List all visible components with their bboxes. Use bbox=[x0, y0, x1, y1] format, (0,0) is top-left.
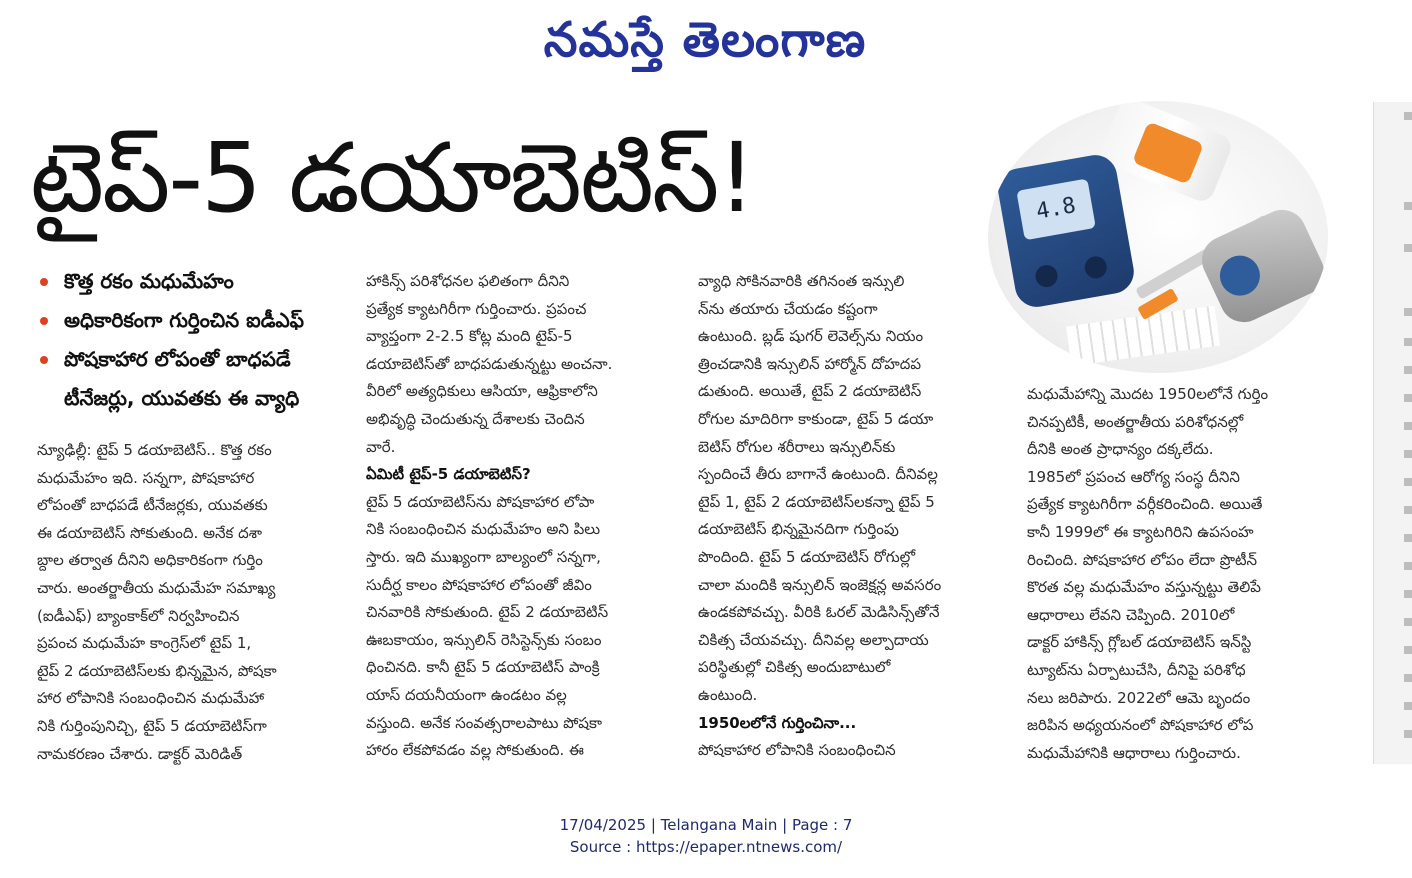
text-line: చికిత్స చేయవచ్చు. దీనివల్ల అల్పాదాయ bbox=[698, 630, 929, 649]
text-line: హార లోపానికి సంబంధించిన మధుమేహా bbox=[37, 689, 265, 708]
text-line: నలు జరిపారు. 2022లో ఆమె బృందం bbox=[1027, 688, 1251, 707]
article-headline: టైప్-5 డయాబెటిస్! bbox=[30, 122, 754, 234]
article-column-3 bbox=[698, 268, 998, 778]
text-line: కొరత వల్ల మధుమేహం వస్తున్నట్టు తెలిపే bbox=[1027, 578, 1261, 597]
text-line: డయాబెటిస్ భిన్నమైనదిగా గుర్తింపు bbox=[698, 520, 899, 539]
text-line: స్పందించే తీరు బాగానే ఉంటుంది. దీనివల్ల bbox=[698, 465, 938, 484]
highlight-item: టీనేజర్లు, యువతకు ఈ వ్యాధి bbox=[64, 386, 300, 410]
text-line: రోగుల మాదిరిగా కాకుండా, టైప్ 5 డయా bbox=[698, 409, 934, 428]
meter-screen: 4.8 bbox=[1016, 179, 1096, 241]
text-line: టైప్ 1, టైప్ 2 డయాబెటిస్‌లకన్నా టైప్ 5 bbox=[698, 492, 935, 511]
text-line: (ఐడీఎఫ్) బ్యాంకాక్‌లో నిర్వహించిన bbox=[37, 606, 240, 625]
text-line: ఉంటుంది. బ్లడ్ షుగర్ లెవెల్స్‌ను నియం bbox=[698, 327, 924, 346]
text-line: ప్రపంచ మధుమేహ కాంగ్రెస్‌లో టైప్ 1, bbox=[37, 634, 252, 653]
text-line: ఊబకాయం, ఇన్సులిన్ రెసిస్టెన్స్‌కు సంబం bbox=[366, 630, 602, 649]
text-line: ట్యూట్‌ను ఏర్పాటుచేసి, దీనిపై పరిశోధ bbox=[1027, 660, 1246, 679]
text-line: అభివృద్ధి చెందుతున్న దేశాలకు చెందిన bbox=[366, 409, 585, 428]
text-line: త్రించడానికి ఇన్సులిన్ హార్మోన్ దోహదప bbox=[698, 354, 922, 373]
text-line: డుతుంది. అయితే, టైప్ 2 డయాబెటిస్ bbox=[698, 382, 922, 401]
text-line: యాస్ దయనీయంగా ఉండటం వల్ల bbox=[366, 685, 567, 704]
text-line: మధుమేహాన్ని మొదట 1950లలోనే గుర్తిం bbox=[1027, 385, 1269, 403]
text-line: జరిపిన అధ్యయనంలో పోషకాహార లోప bbox=[1027, 716, 1254, 735]
text-line: ఉంటుంది. bbox=[698, 685, 758, 704]
text-line: టైప్ 2 డయాబెటిస్‌లకు భిన్నమైన, పోషకా bbox=[37, 661, 277, 680]
text-line: చాలా మందికి ఇన్సులిన్ ఇంజెక్షన్ల అవసరం bbox=[698, 575, 942, 594]
text-line: నికి గుర్తింపునిచ్చి, టైప్ 5 డయాబెటిస్‌గా bbox=[37, 716, 267, 735]
glucose-meter bbox=[995, 152, 1137, 311]
text-line: వస్తుంది. అనేక సంవత్సరాలపాటు పోషకా bbox=[366, 713, 603, 732]
text-line: ఉండకపోవచ్చు. వీరికి ఓరల్ మెడిసిన్స్‌తోనే bbox=[698, 603, 940, 622]
lancer-dial bbox=[1213, 249, 1266, 302]
text-line: పోషకాహార లోపానికి సంబంధించిన bbox=[698, 741, 896, 760]
text-line: 1985లో ప్రపంచ ఆరోగ్య సంస్థ దీనిని bbox=[1027, 467, 1240, 486]
adjacent-article-strip bbox=[1373, 102, 1412, 764]
text-line: ధించినది. కానీ టైప్ 5 డయాబెటిస్ పాంక్రి bbox=[366, 658, 600, 677]
text-line: పరిస్థితుల్లో చికిత్స అందుబాటులో bbox=[698, 658, 891, 677]
highlights-list bbox=[36, 262, 356, 418]
text-line: వీరిలో అత్యధికులు ఆసియా, ఆఫ్రికాలోని bbox=[366, 382, 598, 401]
text-line: టైప్ 5 డయాబెటిస్‌ను పోషకాహార లోపా bbox=[366, 492, 595, 511]
highlight-item: అధికారికంగా గుర్తించిన ఐడీఎఫ్ bbox=[36, 301, 356, 340]
text-line: వ్యాధి సోకినవారికి తగినంత ఇన్సులి bbox=[698, 272, 905, 290]
text-line: హారం లేకపోవడం వల్ల సోకుతుంది. ఈ bbox=[366, 741, 584, 760]
text-line: నికి సంబంధించిన మధుమేహం అని పిలు bbox=[366, 520, 601, 539]
bullet-icon bbox=[40, 356, 48, 364]
text-line: మధుమేహం ఇది. సన్నగా, పోషకాహార bbox=[37, 468, 255, 487]
page-footer bbox=[0, 814, 1412, 858]
source-link[interactable]: Source : https://epaper.ntnews.com/ bbox=[569, 838, 843, 856]
text-line: పొందింది. టైప్ 5 డయాబెటిస్ రోగుల్లో bbox=[698, 547, 916, 566]
text-line: రించింది. పోషకాహార లోపం లేదా ప్రొటీన్ bbox=[1027, 550, 1258, 569]
masthead-logo: నమస్తే తెలంగాణ bbox=[543, 12, 867, 68]
text-line: న్‌ను తయారు చేయడం కష్టంగా bbox=[698, 299, 878, 318]
text-line: బెటిస్ రోగుల శరీరాలు ఇన్సులిన్‌కు bbox=[698, 437, 896, 456]
text-line: వారే. bbox=[366, 437, 396, 456]
text-line: సుదీర్ఘ కాలం పోషకాహార లోపంతో జీవిం bbox=[366, 575, 592, 594]
highlight-item: పోషకాహార లోపంతో బాధపడే bbox=[36, 340, 356, 379]
subheading: 1950లలోనే గుర్తించినా... bbox=[698, 713, 857, 732]
subheading: ఏమిటీ టైప్-5 డయాబెటిస్? bbox=[366, 465, 531, 484]
text-line: ప్రత్యేక క్యాటగిరీగా వర్గీకరించింది. అయితే bbox=[1027, 495, 1263, 514]
article-column-1 bbox=[37, 437, 353, 777]
article-column-4 bbox=[1027, 381, 1337, 781]
text-line: ఈ డయాబెటిస్ సోకుతుంది. అనేక దశా bbox=[37, 523, 262, 542]
text-line: డాక్టర్ హాకిన్స్ గ్లోబల్ డయాబెటిస్ ఇన్‌స్టి bbox=[1027, 633, 1252, 652]
text-line: కానీ 1999లో ఈ క్యాటగిరిని ఉపసంహ bbox=[1027, 522, 1254, 541]
meter-button bbox=[1034, 263, 1059, 288]
text-line: హాకిన్స్ పరిశోధనల ఫలితంగా దీనిని bbox=[366, 272, 570, 290]
highlight-item: కొత్త రకం మధుమేహం bbox=[36, 262, 356, 301]
text-line: చారు. అంతర్జాతీయ మధుమేహ సమాఖ్య bbox=[37, 578, 276, 597]
article-column-2 bbox=[366, 268, 682, 778]
text-line: వ్యాప్తంగా 2-2.5 కోట్ల మంది టైప్-5 bbox=[366, 327, 573, 346]
bullet-icon bbox=[40, 317, 48, 325]
text-line: చినప్పటికీ, అంతర్జాతీయ పరిశోధనల్లో bbox=[1027, 412, 1244, 431]
text-line: బ్దాల తర్వాత దీనిని అధికారికంగా గుర్తిం bbox=[37, 551, 263, 570]
text-line: చినవారికి సోకుతుంది. టైప్ 2 డయాబెటిస్ bbox=[366, 603, 609, 622]
text-line: న్యూఢిల్లీ: టైప్ 5 డయాబెటిస్.. కొత్త రకం bbox=[37, 441, 272, 459]
text-line: డయాబెటిస్‌తో బాధపడుతున్నట్టు అంచనా. bbox=[366, 354, 613, 373]
text-line: ప్రత్యేక క్యాటగిరీగా గుర్తించారు. ప్రపంచ bbox=[366, 299, 587, 318]
text-line: ఆధారాలు లేవని చెప్పింది. 2010లో bbox=[1027, 605, 1235, 624]
text-line: మధుమేహానికి ఆధారాలు గుర్తించారు. bbox=[1027, 743, 1241, 762]
text-line: లోపంతో బాధపడే టీనేజర్లకు, యువతకు bbox=[37, 496, 268, 515]
bullet-icon bbox=[40, 278, 48, 286]
edition-info: 17/04/2025 | Telangana Main | Page : 7 bbox=[559, 816, 853, 834]
diabetes-photo bbox=[988, 101, 1328, 373]
meter-button bbox=[1083, 255, 1108, 280]
text-line: దీనికి అంత ప్రాధాన్యం దక్కలేదు. bbox=[1027, 440, 1214, 459]
text-line: స్తారు. ఇది ముఖ్యంగా బాల్యంలో సన్నగా, bbox=[366, 547, 601, 566]
text-line: నామకరణం చేశారు. డాక్టర్ మెరిడిత్ bbox=[37, 744, 243, 763]
